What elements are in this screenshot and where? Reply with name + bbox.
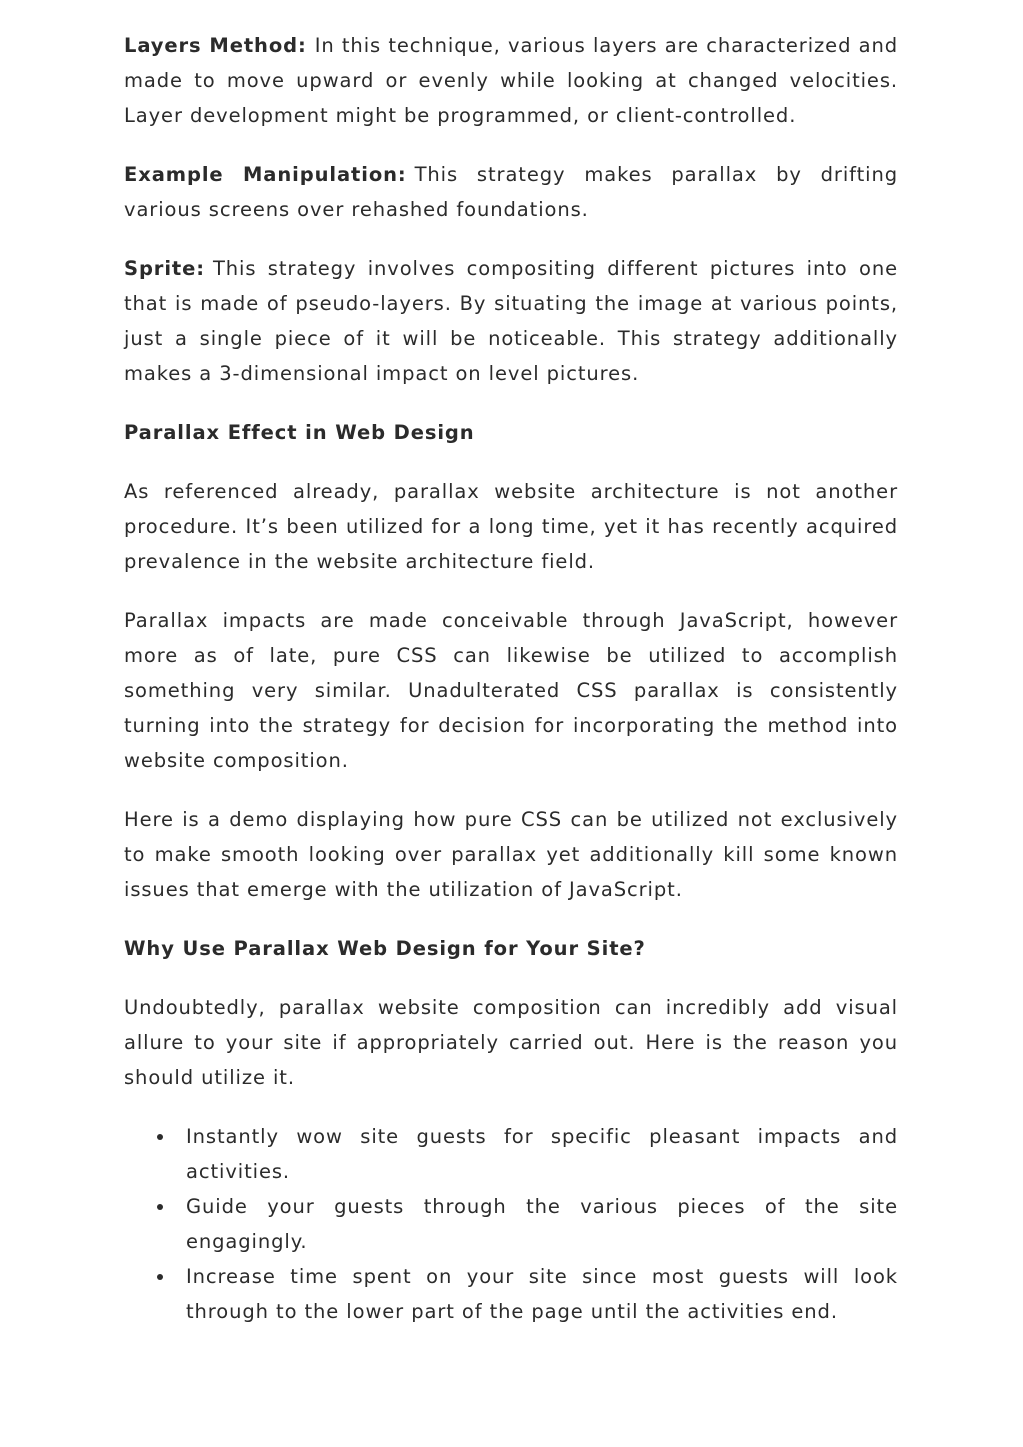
- layers-method-paragraph: [124, 28, 898, 133]
- example-manipulation-lead: Example Manipulation:: [124, 163, 407, 186]
- sprite-paragraph: [124, 251, 898, 391]
- parallax-effect-paragraph-3: Here is a demo displaying how pure CSS can be utilized not exclusively to make smooth looking over parallax yet additionally kill some known issues that emerge with the utilization of JavaScript.: [124, 808, 898, 901]
- layers-method-lead: Layers Method:: [124, 34, 307, 57]
- document-page: [124, 28, 898, 1329]
- bullet-icon: [157, 1204, 163, 1210]
- example-manipulation-paragraph: [124, 157, 898, 227]
- list-item-text: Increase time spent on your site since most guests will look through to the lower part of the page until the activities end.: [186, 1265, 898, 1323]
- sprite-lead: Sprite:: [124, 257, 205, 280]
- parallax-effect-paragraph-1: As referenced already, parallax website architecture is not another procedure. It’s been utilized for a long time, yet it has recently acquired prevalence in the website architecture field.: [124, 480, 898, 573]
- list-item: [186, 1259, 898, 1329]
- sprite-text: This strategy involves compositing different pictures into one that is made of pseudo-layers. By situating the image at various points, just a single piece of it will be noticeable. This strategy additionally makes a 3-dimensional impact on level pictures.: [124, 257, 898, 385]
- list-item: [186, 1119, 898, 1189]
- bullet-icon: [157, 1134, 163, 1140]
- list-item-text: Instantly wow site guests for specific pleasant impacts and activities.: [186, 1125, 898, 1183]
- bullet-icon: [157, 1274, 163, 1280]
- why-use-paragraph: Undoubtedly, parallax website composition can incredibly add visual allure to your site if appropriately carried out. Here is the reason you should utilize it.: [124, 996, 898, 1089]
- parallax-effect-paragraph-2: Parallax impacts are made conceivable through JavaScript, however more as of late, pure CSS can likewise be utilized to accomplish something very similar. Unadulterated CSS parallax is consistently turning into the strategy for decision for incorporating the method into website composition.: [124, 609, 898, 772]
- section-heading-why-use-parallax: Why Use Parallax Web Design for Your Site?: [124, 937, 646, 960]
- reasons-list: [124, 1119, 898, 1329]
- list-item: [186, 1189, 898, 1259]
- layers-method-text: In this technique, various layers are characterized and made to move upward or evenly while looking at changed velocities. Layer development might be programmed, or client-controlled.: [124, 34, 898, 127]
- section-heading-parallax-effect: Parallax Effect in Web Design: [124, 421, 475, 444]
- example-manipulation-text: This strategy makes parallax by drifting various screens over rehashed foundations.: [124, 163, 898, 221]
- list-item-text: Guide your guests through the various pieces of the site engagingly.: [186, 1195, 898, 1253]
